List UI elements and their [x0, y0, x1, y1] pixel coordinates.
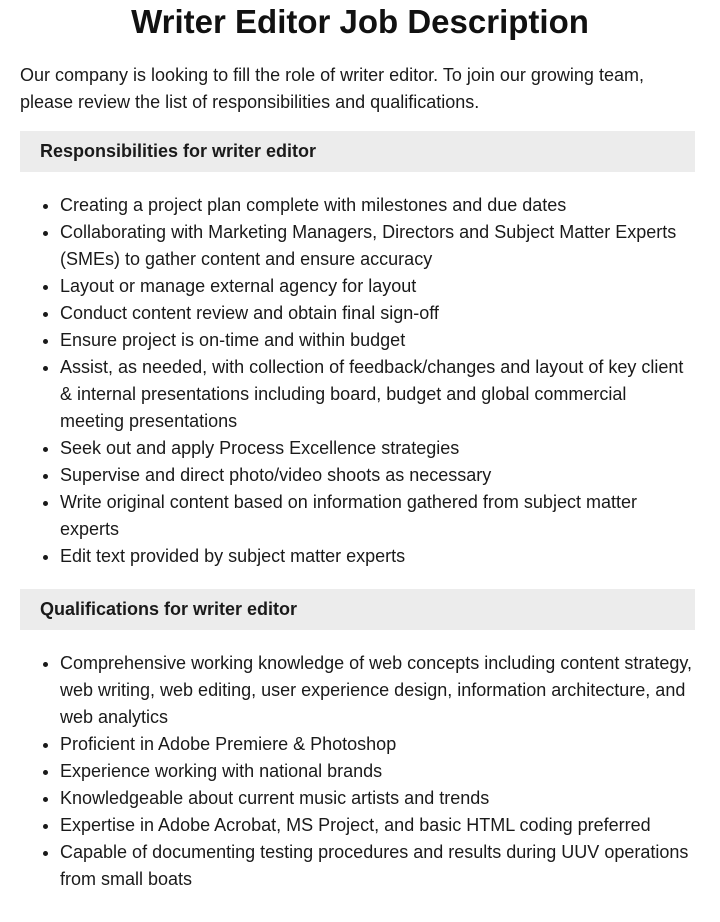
- responsibilities-heading: Responsibilities for writer editor: [20, 131, 695, 172]
- list-item: • Capable of documenting testing procedures and results during UUV operations from small boats: [60, 839, 695, 893]
- list-item: • Comprehensive working knowledge of web concepts including content strategy, web writing, web editing, user experience design, information architecture, and web analytics: [60, 650, 695, 731]
- list-item: • Ensure project is on-time and within budget: [60, 327, 695, 354]
- responsibilities-list: [20, 192, 695, 570]
- list-item: • Write original content based on information gathered from subject matter experts: [60, 489, 695, 543]
- list-item: • Layout or manage external agency for layout: [60, 273, 695, 300]
- list-item: • Seek out and apply Process Excellence strategies: [60, 435, 695, 462]
- list-item: • Proficient in Adobe Premiere & Photoshop: [60, 731, 695, 758]
- list-item: • Knowledgeable about current music artists and trends: [60, 785, 695, 812]
- page-title: Writer Editor Job Description: [131, 3, 589, 40]
- list-item: • Assist, as needed, with collection of feedback/changes and layout of key client & internal presentations including board, budget and global commercial meeting presentations: [60, 354, 695, 435]
- intro-paragraph: Our company is looking to fill the role of writer editor. To join our growing team, please review the list of responsibilities and qualifications.: [20, 65, 644, 112]
- list-item: • Expertise in Adobe Acrobat, MS Project, and basic HTML coding preferred: [60, 812, 695, 839]
- list-item: • Conduct content review and obtain final sign-off: [60, 300, 695, 327]
- list-item: • Edit text provided by subject matter experts: [60, 543, 695, 570]
- qualifications-list: [20, 650, 695, 893]
- list-item: • Collaborating with Marketing Managers, Directors and Subject Matter Experts (SMEs) to gather content and ensure accuracy: [60, 219, 695, 273]
- list-item: • Supervise and direct photo/video shoots as necessary: [60, 462, 695, 489]
- list-item: • Experience working with national brands: [60, 758, 695, 785]
- qualifications-heading: Qualifications for writer editor: [20, 589, 695, 630]
- list-item: • Creating a project plan complete with milestones and due dates: [60, 192, 695, 219]
